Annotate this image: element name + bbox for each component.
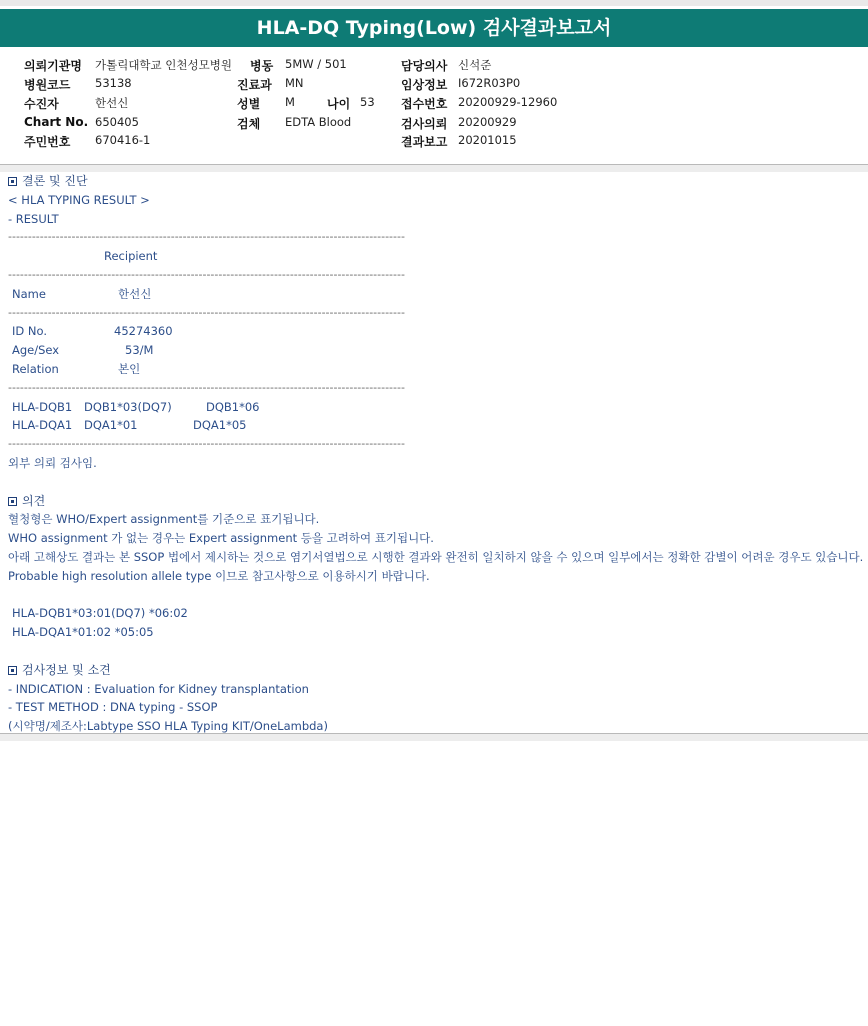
agesex-label: Age/Sex <box>12 343 60 358</box>
dqb1-row <box>8 398 868 417</box>
receipt-no-value: 20200929-12960 <box>458 95 558 109</box>
resident-no-value: 670416-1 <box>95 133 151 147</box>
chart-no-label: Chart No. <box>24 115 89 129</box>
sex-label: 성별 <box>237 97 261 111</box>
age-label: 나이 <box>327 97 351 111</box>
age-value: 53 <box>360 95 375 109</box>
institution-label: 의뢰기관명 <box>24 59 82 73</box>
opinion-line-2: WHO assignment 가 없는 경우는 Expert assignment 등을 고려하여 표기됩니다. <box>8 531 434 546</box>
name-row <box>8 285 868 304</box>
footer-divider <box>0 733 868 741</box>
dash-separator: ---------------------------------------------------------------------------------------------------- <box>8 267 405 281</box>
specimen-value: EDTA Blood <box>285 115 352 129</box>
checkbox-icon <box>8 497 17 506</box>
checkbox-icon <box>8 177 17 186</box>
doctor-value: 신석준 <box>458 58 492 72</box>
resident-no-label: 주민번호 <box>24 135 71 149</box>
section-conclusion-heading: 결론 및 진단 <box>8 172 868 191</box>
high-res-dqb1: HLA-DQB1*03:01(DQ7) *06:02 <box>12 606 188 621</box>
relation-label: Relation <box>12 361 59 376</box>
dqa1-allele-1: DQA1*01 <box>84 418 138 433</box>
hospital-code-label: 병원코드 <box>24 78 71 92</box>
relation-row <box>8 360 868 379</box>
clinical-info-label: 임상정보 <box>401 78 448 92</box>
top-border <box>0 0 868 6</box>
spacer <box>8 473 868 492</box>
report-date-label: 결과보고 <box>401 135 448 149</box>
ward-label: 병동 <box>250 59 274 73</box>
recipient-label: 수진자 <box>24 97 59 111</box>
dash-separator: ---------------------------------------------------------------------------------------------------- <box>8 380 405 394</box>
indication-line: - INDICATION : Evaluation for Kidney transplantation <box>8 681 309 696</box>
recipient-value: 한선신 <box>95 96 129 110</box>
relation-value: 본인 <box>118 361 141 376</box>
header-divider <box>0 164 868 172</box>
id-label: ID No. <box>12 324 47 339</box>
dqb1-label: HLA-DQB1 <box>12 399 73 414</box>
dept-label: 진료과 <box>237 78 272 92</box>
opinion-line-3: 아래 고해상도 결과는 본 SSOP 법에서 제시하는 것으로 염기서열법으로 시행한 결과와 완전히 일치하지 않을 수 있으며 일부에서는 정확한 감별이 어려운 경우도 있습니다. Probable high resolution allele type 이므로 참고사항으로 이용하시기 바랍니다. <box>8 549 864 583</box>
recipient-column-label: Recipient <box>104 249 158 264</box>
specimen-label: 검체 <box>237 117 261 131</box>
dqb1-allele-1: DQB1*03(DQ7) <box>84 399 172 414</box>
clinical-info-value: I672R03P0 <box>458 76 521 90</box>
dash-separator: ---------------------------------------------------------------------------------------------------- <box>8 305 405 319</box>
dqb1-allele-2: DQB1*06 <box>206 399 260 414</box>
typing-result-subheading: < HLA TYPING RESULT > <box>8 192 150 207</box>
institution-value: 가톨릭대학교 인천성모병원 <box>95 58 232 72</box>
report-header <box>0 52 868 162</box>
name-label: Name <box>12 286 46 301</box>
agesex-row <box>8 341 868 360</box>
section-test-info-heading: 검사정보 및 소견 <box>8 661 868 680</box>
id-row <box>8 322 868 341</box>
dqa1-row <box>8 416 868 435</box>
request-date-value: 20200929 <box>458 115 517 129</box>
dash-separator: ---------------------------------------------------------------------------------------------------- <box>8 437 405 451</box>
result-label: - RESULT <box>8 211 59 226</box>
request-date-label: 검사의뢰 <box>401 117 448 131</box>
report-body <box>8 172 868 736</box>
dash-separator: ---------------------------------------------------------------------------------------------------- <box>8 230 405 244</box>
name-value: 한선신 <box>118 286 152 301</box>
section-opinion-heading: 의견 <box>8 492 868 511</box>
outside-request-note: 외부 의뢰 검사임. <box>8 455 97 470</box>
dqa1-label: HLA-DQA1 <box>12 418 73 433</box>
report-date-value: 20201015 <box>458 133 517 147</box>
receipt-no-label: 접수번호 <box>401 97 448 111</box>
spacer <box>8 642 868 661</box>
reagent-kit-line: (시약명/제조사:Labtype SSO HLA Typing KIT/OneLambda) <box>8 719 328 734</box>
high-res-dqa1: HLA-DQA1*01:02 *05:05 <box>12 625 154 640</box>
hospital-code-value: 53138 <box>95 76 132 90</box>
ward-value: 5MW / 501 <box>285 57 347 71</box>
dqa1-allele-2: DQA1*05 <box>193 418 247 433</box>
spacer <box>8 586 868 605</box>
sex-value: M <box>285 95 295 109</box>
opinion-line-1: 혈청형은 WHO/Expert assignment를 기준으로 표기됩니다. <box>8 512 320 527</box>
doctor-label: 담당의사 <box>401 59 448 73</box>
agesex-value: 53/M <box>125 343 154 358</box>
recipient-header-row <box>8 247 868 266</box>
id-value: 45274360 <box>114 324 173 339</box>
checkbox-icon <box>8 666 17 675</box>
report-title: HLA-DQ Typing(Low) 검사결과보고서 <box>0 9 868 47</box>
dept-value: MN <box>285 76 304 90</box>
chart-no-value: 650405 <box>95 115 139 129</box>
test-method-line: - TEST METHOD : DNA typing - SSOP <box>8 700 218 715</box>
